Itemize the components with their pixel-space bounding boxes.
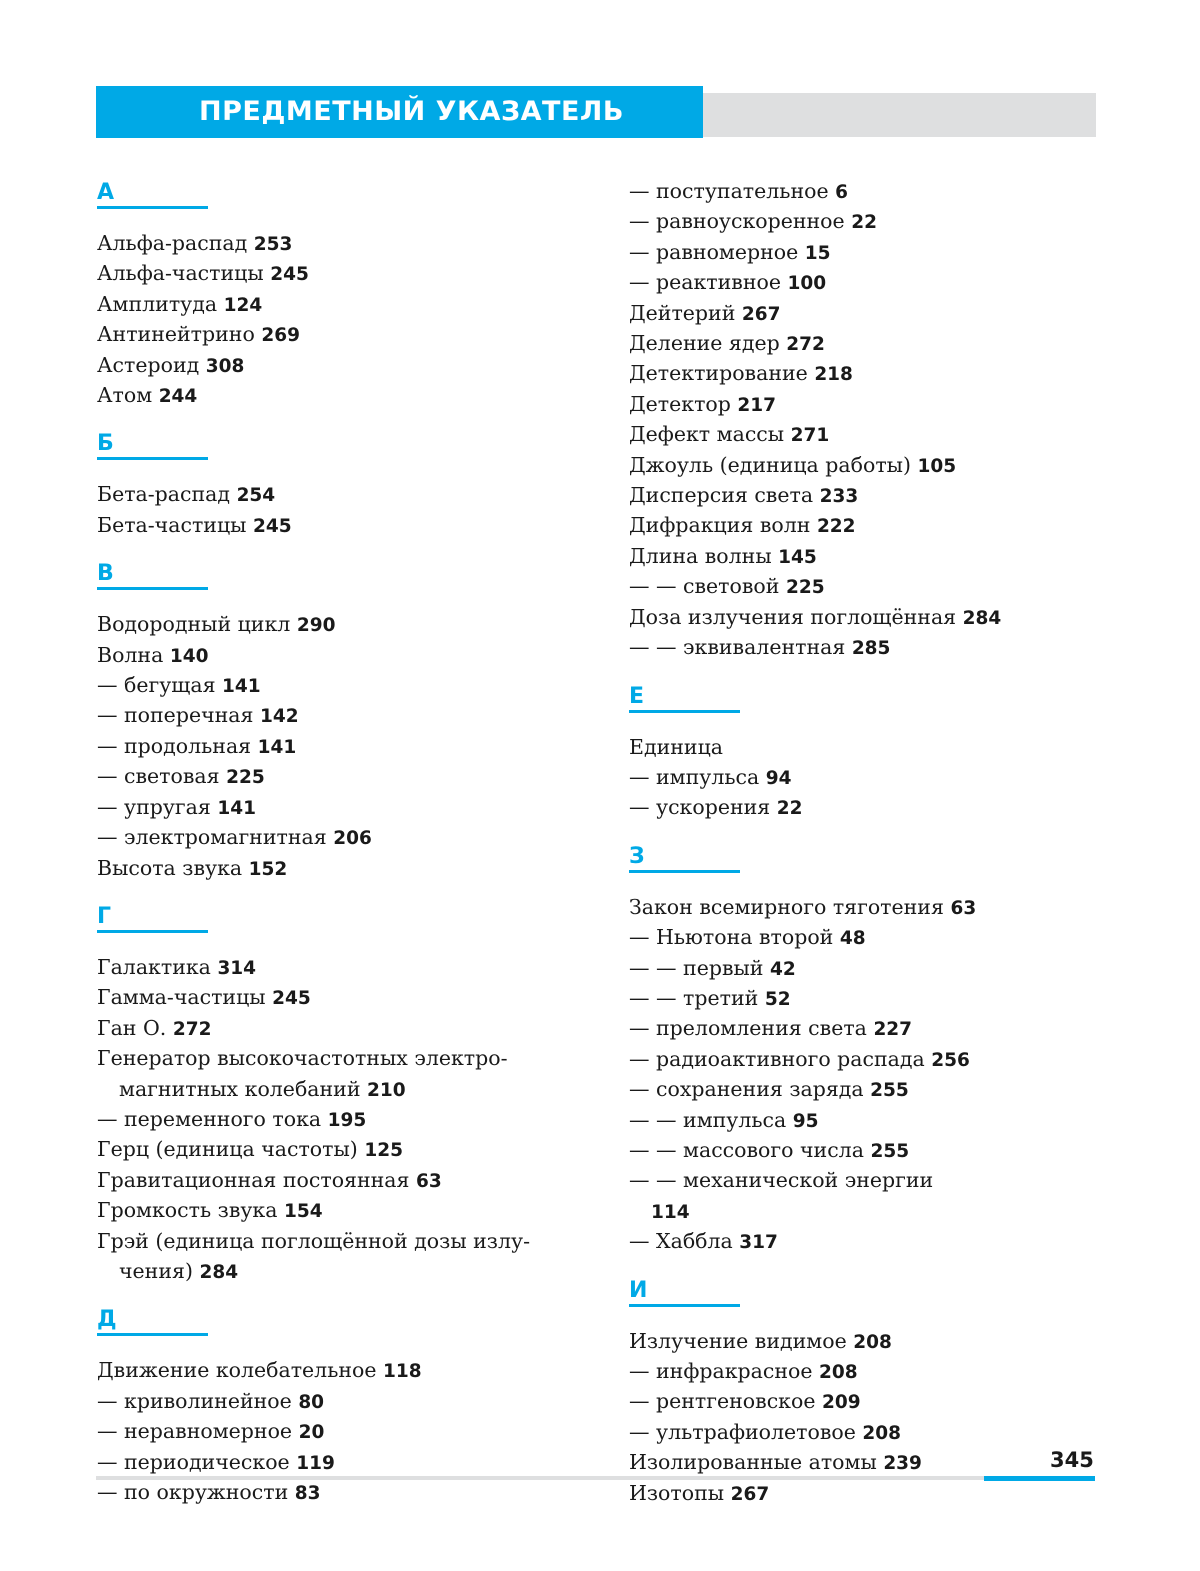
index-term: Ган О.: [97, 1015, 167, 1040]
letter-heading-text: Б: [97, 431, 114, 457]
index-page-number: 140: [169, 645, 209, 667]
index-term: — — импульса: [629, 1107, 787, 1132]
index-page-number: 15: [804, 242, 831, 264]
index-entry: [629, 1197, 1099, 1227]
index-entry: [97, 1196, 577, 1226]
index-page-number: 269: [261, 325, 300, 347]
index-entry: [629, 1387, 1099, 1417]
index-page-number: 217: [737, 394, 777, 416]
index-entry: [629, 511, 1099, 541]
index-page-number: 208: [853, 1331, 892, 1353]
letter-heading: [629, 1274, 1099, 1327]
index-page-number: 80: [298, 1391, 325, 1413]
index-entry: [97, 1227, 577, 1257]
footer-rule: [96, 1476, 984, 1480]
index-entry: [629, 451, 1099, 481]
index-term: — Ньютона второй: [629, 925, 834, 950]
index-term: Изотопы: [629, 1480, 725, 1505]
index-term: Гравитационная постоянная: [97, 1167, 410, 1192]
index-term: — — эквивалентная: [629, 635, 846, 660]
index-page-number: 22: [776, 798, 803, 820]
index-page-number: 271: [790, 425, 830, 447]
letter-heading: [629, 680, 1099, 733]
index-entry: [629, 1136, 1099, 1166]
index-term: Альфа-распад: [97, 231, 248, 255]
letter-heading-rule: [629, 870, 740, 873]
index-entry: [629, 923, 1099, 953]
index-term: Антинейтрино: [97, 322, 255, 347]
index-page-number: 317: [739, 1232, 778, 1254]
index-page-number: 154: [284, 1201, 323, 1223]
index-term: Герц (единица частоты): [97, 1137, 358, 1162]
index-entry: [629, 1448, 1099, 1478]
index-entry: [97, 480, 577, 510]
index-entry: [629, 1327, 1099, 1357]
index-page-number: 210: [367, 1079, 406, 1101]
index-entry: [97, 793, 577, 823]
index-term: магнитных колебаний: [119, 1076, 361, 1101]
letter-heading-rule: [97, 1333, 208, 1336]
index-entry: [97, 953, 577, 983]
letter-heading-text: И: [629, 1277, 648, 1303]
index-entry: [629, 177, 1099, 207]
index-term: Дефект массы: [629, 422, 785, 447]
index-entry: [97, 259, 577, 289]
index-term: Астероид: [97, 352, 200, 377]
index-page-number: 100: [787, 273, 827, 295]
index-page-number: 48: [839, 928, 866, 950]
index-entry: [629, 207, 1099, 237]
index-page-number: 95: [792, 1110, 819, 1132]
index-entry: [97, 1417, 577, 1447]
index-term: — сохранения заряда: [629, 1077, 864, 1102]
index-page-number: 141: [222, 676, 261, 698]
index-page-number: 225: [226, 767, 265, 789]
index-term: Дейтерий: [629, 300, 736, 325]
letter-heading-rule: [97, 587, 208, 590]
index-page-number: 227: [873, 1019, 913, 1041]
index-entry: [629, 1166, 1099, 1196]
letter-heading-text: А: [97, 180, 115, 205]
index-entry: [629, 733, 1099, 763]
index-page-number: 272: [786, 334, 825, 356]
index-page-number: 255: [870, 1080, 909, 1102]
index-entry: [97, 1356, 577, 1386]
index-page-number: 105: [917, 455, 957, 477]
index-term: Длина волны: [629, 543, 772, 568]
index-page-number: 225: [785, 577, 825, 599]
index-page-number: 245: [252, 515, 292, 537]
index-entry: [97, 320, 577, 350]
index-page-number: 209: [822, 1392, 861, 1414]
index-term: — инфракрасное: [629, 1359, 813, 1383]
index-page-number: 118: [383, 1361, 422, 1383]
index-term: — переменного тока: [97, 1106, 322, 1131]
index-entry: [629, 1075, 1099, 1105]
index-term: Единица: [629, 734, 723, 759]
index-entry: [97, 854, 577, 884]
index-entry: [629, 1106, 1099, 1136]
index-entry: [629, 420, 1099, 450]
index-entry: [629, 1418, 1099, 1448]
index-term: — радиоактивного распада: [629, 1046, 925, 1071]
index-entry: [629, 793, 1099, 823]
index-page-number: 20: [298, 1422, 325, 1444]
index-page-number: 245: [272, 988, 311, 1010]
index-term: — реактивное: [629, 270, 781, 295]
index-term: Водородный цикл: [97, 612, 291, 637]
index-entry: [629, 359, 1099, 389]
index-page-number: 314: [217, 957, 257, 979]
index-term: Грэй (единица поглощённой дозы излу-: [97, 1228, 531, 1253]
index-entry: [97, 610, 577, 640]
index-term: Дифракция волн: [629, 513, 811, 538]
index-term: — равномерное: [629, 239, 799, 264]
letter-heading: [97, 900, 577, 953]
index-entry: [97, 1014, 577, 1044]
index-entry: [97, 1257, 577, 1287]
index-entry: [97, 1075, 577, 1105]
page-number: 345: [1050, 1448, 1094, 1472]
letter-heading-text: Г: [97, 903, 112, 929]
index-entry: [629, 329, 1099, 359]
index-entry: [97, 641, 577, 671]
index-entry: [629, 763, 1099, 793]
index-term: — рентгеновское: [629, 1389, 816, 1414]
index-entry: [97, 762, 577, 792]
index-page-number: 22: [851, 212, 877, 234]
index-page-number: 308: [205, 355, 245, 377]
index-entry: [97, 1044, 577, 1074]
index-entry: [97, 351, 577, 381]
index-entry: [97, 1166, 577, 1196]
index-page-number: 290: [296, 615, 336, 637]
letter-heading-rule: [97, 930, 208, 933]
index-entry: [97, 381, 577, 411]
index-entry: [629, 238, 1099, 268]
index-page-number: 233: [819, 486, 859, 508]
index-page-number: 208: [819, 1362, 858, 1383]
index-page-number: 125: [364, 1140, 403, 1162]
index-entry: [97, 823, 577, 853]
index-term: — бегущая: [97, 673, 216, 698]
index-page-number: 114: [651, 1201, 690, 1223]
letter-heading-text: Д: [97, 1307, 117, 1333]
letter-heading-rule: [629, 710, 740, 713]
index-page-number: 6: [835, 182, 848, 203]
index-page-number: 119: [296, 1452, 335, 1474]
index-page-number: 239: [883, 1453, 922, 1475]
index-entry: [97, 671, 577, 701]
index-entry: [629, 603, 1099, 633]
index-page-number: 141: [217, 797, 256, 819]
index-entry: [629, 1479, 1099, 1509]
index-term: — — механической энергии: [629, 1168, 934, 1193]
index-term: Закон всемирного тяготения: [629, 894, 944, 919]
index-page-number: 52: [764, 988, 791, 1010]
index-term: Амплитуда: [97, 291, 218, 316]
page-title: ПРЕДМЕТНЫЙ УКАЗАТЕЛЬ: [199, 96, 624, 127]
index-term: — по окружности: [97, 1480, 289, 1504]
index-page-number: 254: [236, 485, 276, 507]
index-entry: [629, 633, 1099, 663]
index-term: — импульса: [629, 764, 760, 789]
index-page-number: 284: [962, 607, 1002, 629]
index-term: — поперечная: [97, 703, 254, 728]
index-term: Генератор высокочастотных электро-: [97, 1046, 508, 1071]
index-term: Альфа-частицы: [97, 261, 264, 286]
index-term: Дисперсия света: [629, 483, 814, 508]
index-page-number: 255: [870, 1140, 910, 1162]
index-entry: [629, 1014, 1099, 1044]
index-term: — Хаббла: [629, 1229, 733, 1254]
index-page-number: 94: [765, 767, 792, 789]
index-term: чения): [119, 1258, 193, 1283]
index-term: Деление ядер: [629, 331, 780, 356]
index-term: Галактика: [97, 954, 211, 979]
index-page-number: 83: [294, 1483, 321, 1504]
index-page-number: 267: [730, 1483, 770, 1505]
index-entry: [97, 1105, 577, 1135]
letter-heading-rule: [97, 206, 208, 209]
index-column-left: [97, 0, 577, 1508]
index-term: — продольная: [97, 733, 252, 758]
index-entry: [629, 299, 1099, 329]
index-term: Детектирование: [629, 361, 808, 386]
index-entry: [97, 511, 577, 541]
index-term: — — массового числа: [629, 1137, 864, 1162]
index-term: — — третий: [629, 985, 759, 1010]
index-term: — ускорения: [629, 795, 771, 820]
index-term: Детектор: [629, 391, 731, 416]
index-entry: [629, 542, 1099, 572]
index-entry: [629, 268, 1099, 298]
index-entry: [629, 984, 1099, 1014]
index-term: — упругая: [97, 794, 211, 819]
letter-heading-text: З: [629, 843, 645, 869]
index-page-number: 256: [931, 1049, 970, 1071]
index-entry: [97, 1448, 577, 1478]
letter-heading-text: Е: [629, 683, 645, 709]
index-page-number: 141: [257, 736, 297, 758]
index-term: Доза излучения поглощённая: [629, 604, 957, 629]
index-term: — ультрафиолетовое: [629, 1419, 856, 1444]
index-page-number: 195: [327, 1109, 367, 1131]
index-term: Бета-частицы: [97, 512, 247, 537]
footer-rule-accent: [984, 1476, 1095, 1481]
index-page-number: 245: [270, 264, 309, 286]
letter-heading: [97, 557, 577, 610]
index-term: Бета-распад: [97, 482, 231, 507]
index-column-right: [629, 0, 1099, 1509]
index-page-number: 222: [816, 516, 856, 538]
index-term: Громкость звука: [97, 1198, 278, 1223]
index-term: — равноускоренное: [629, 209, 845, 234]
index-page-number: 42: [770, 958, 796, 980]
index-page-number: 152: [248, 858, 288, 880]
index-page-number: 285: [851, 638, 891, 660]
letter-heading-text: В: [97, 561, 114, 587]
letter-heading: [97, 1303, 577, 1356]
index-term: — поступательное: [629, 179, 829, 203]
index-term: — световая: [97, 764, 220, 789]
index-entry: [629, 893, 1099, 923]
index-entry: [629, 390, 1099, 420]
index-entry: [629, 1357, 1099, 1387]
letter-heading-rule: [629, 1304, 740, 1307]
index-term: — — первый: [629, 955, 764, 980]
index-entry: [97, 983, 577, 1013]
index-entry: [97, 229, 577, 259]
index-page-number: 142: [259, 706, 299, 728]
index-term: — — световой: [629, 574, 780, 599]
index-page-number: 63: [950, 897, 977, 919]
index-entry: [97, 1387, 577, 1417]
index-entry: [629, 572, 1099, 602]
index-page-number: 208: [862, 1422, 902, 1444]
index-entry: [97, 290, 577, 320]
index-page-number: 206: [333, 828, 372, 850]
index-entry: [629, 1227, 1099, 1257]
index-term: Движение колебательное: [97, 1358, 377, 1383]
index-entry: [97, 1135, 577, 1165]
index-page-number: 218: [814, 364, 853, 386]
index-term: Джоуль (единица работы): [629, 452, 911, 477]
index-page-number: 253: [253, 234, 293, 255]
letter-heading: [97, 427, 577, 480]
letter-heading: [97, 176, 577, 229]
letter-heading: [629, 840, 1099, 893]
index-term: Атом: [97, 383, 153, 408]
index-entry: [629, 481, 1099, 511]
index-term: — периодическое: [97, 1449, 290, 1474]
index-page-number: 124: [223, 294, 263, 316]
index-entry: [97, 732, 577, 762]
index-page-number: 63: [416, 1170, 442, 1192]
index-page-number: 284: [199, 1261, 239, 1283]
index-term: Высота звука: [97, 855, 243, 880]
index-term: — электромагнитная: [97, 825, 327, 850]
index-term: Гамма-частицы: [97, 985, 266, 1010]
index-page-number: 244: [158, 386, 198, 408]
index-entry: [97, 701, 577, 731]
index-term: Излучение видимое: [629, 1328, 847, 1353]
index-page-number: 272: [172, 1018, 212, 1040]
letter-heading-rule: [97, 457, 208, 460]
index-term: Волна: [97, 642, 164, 667]
index-term: Изолированные атомы: [629, 1450, 877, 1475]
index-page-number: 267: [741, 303, 781, 325]
index-entry: [629, 1045, 1099, 1075]
index-page-number: 145: [778, 546, 817, 568]
index-term: — криволинейное: [97, 1388, 292, 1413]
index-term: — неравномерное: [97, 1419, 293, 1444]
index-entry: [97, 1478, 577, 1508]
index-term: — преломления света: [629, 1016, 867, 1041]
index-entry: [629, 954, 1099, 984]
